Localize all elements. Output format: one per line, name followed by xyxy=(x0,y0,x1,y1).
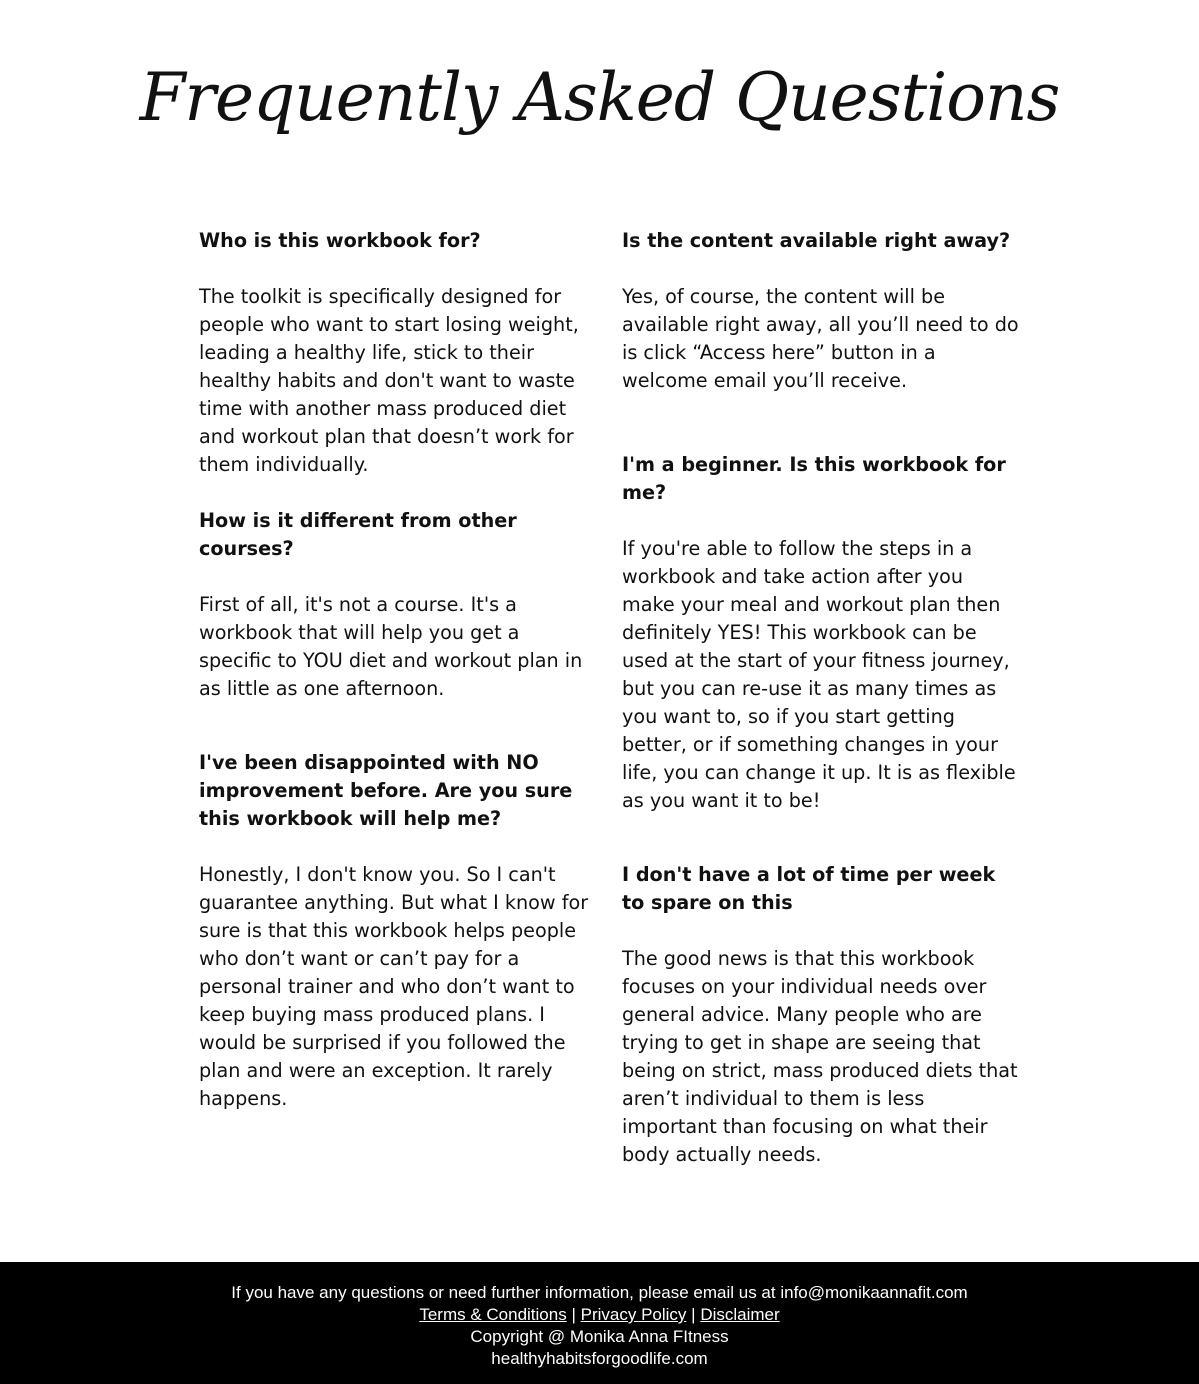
terms-link[interactable]: Terms & Conditions xyxy=(419,1305,567,1324)
footer-links xyxy=(0,1304,1199,1326)
faq-left-column xyxy=(199,227,597,1113)
disclaimer-link[interactable]: Disclaimer xyxy=(700,1305,780,1324)
privacy-link[interactable]: Privacy Policy xyxy=(580,1305,687,1324)
faq-answer: Yes, of course, the content will be available right away, all you’ll need to do is click “Access here” button in a welcome email you’ll receive. xyxy=(622,285,1019,392)
faq-question: I've been disappointed with NO improvement before. Are you sure this workbook will help me? xyxy=(199,751,573,830)
faq-question: I don't have a lot of time per week to spare on this xyxy=(622,863,996,914)
faq-right-column xyxy=(622,227,1020,1169)
faq-question: I'm a beginner. Is this workbook for me? xyxy=(622,453,1006,504)
footer xyxy=(0,1262,1199,1384)
faq-question: How is it different from other courses? xyxy=(199,509,517,560)
faq-answer: Honestly, I don't know you. So I can't guarantee anything. But what I know for sure is that this workbook helps people who don’t want or can’t pay for a personal trainer and who don’t want to keep buying mass produced plans. I would be surprised if you followed the plan and were an exception. It rarely happens. xyxy=(199,863,589,1110)
footer-website: healthyhabitsforgoodlife.com xyxy=(491,1349,708,1368)
faq-answer: The good news is that this workbook focuses on your individual needs over general advice. Many people who are trying to get in shape are seeing that being on strict, mass produced diets that aren’t individual to them is less important than focusing on what their body actually needs. xyxy=(622,947,1018,1166)
faq-answer: The toolkit is specifically designed for people who want to start losing weight, leading a healthy life, stick to their healthy habits and don't want to waste time with another mass produced diet and workout plan that doesn’t work for them individually. xyxy=(199,285,579,476)
page-title: Frequently Asked Questions xyxy=(139,59,1060,136)
faq-answer: If you're able to follow the steps in a workbook and take action after you make your meal and workout plan then definitely YES! This workbook can be used at the start of your fitness journey, but you can re-use it as many times as you want to, so if you start getting better, or if something changes in your life, you can change it up. It is as flexible as you want it to be! xyxy=(622,537,1016,812)
link-separator: | xyxy=(691,1305,696,1324)
footer-copyright: Copyright @ Monika Anna FItness xyxy=(470,1327,729,1346)
faq-question: Who is this workbook for? xyxy=(199,229,481,252)
faq-question: Is the content available right away? xyxy=(622,229,1011,252)
footer-contact: If you have any questions or need further information, please email us at info@monikaannafit.com xyxy=(231,1283,968,1302)
faq-answer: First of all, it's not a course. It's a workbook that will help you get a specific to YOU diet and workout plan in as little as one afternoon. xyxy=(199,593,583,700)
link-separator: | xyxy=(571,1305,576,1324)
